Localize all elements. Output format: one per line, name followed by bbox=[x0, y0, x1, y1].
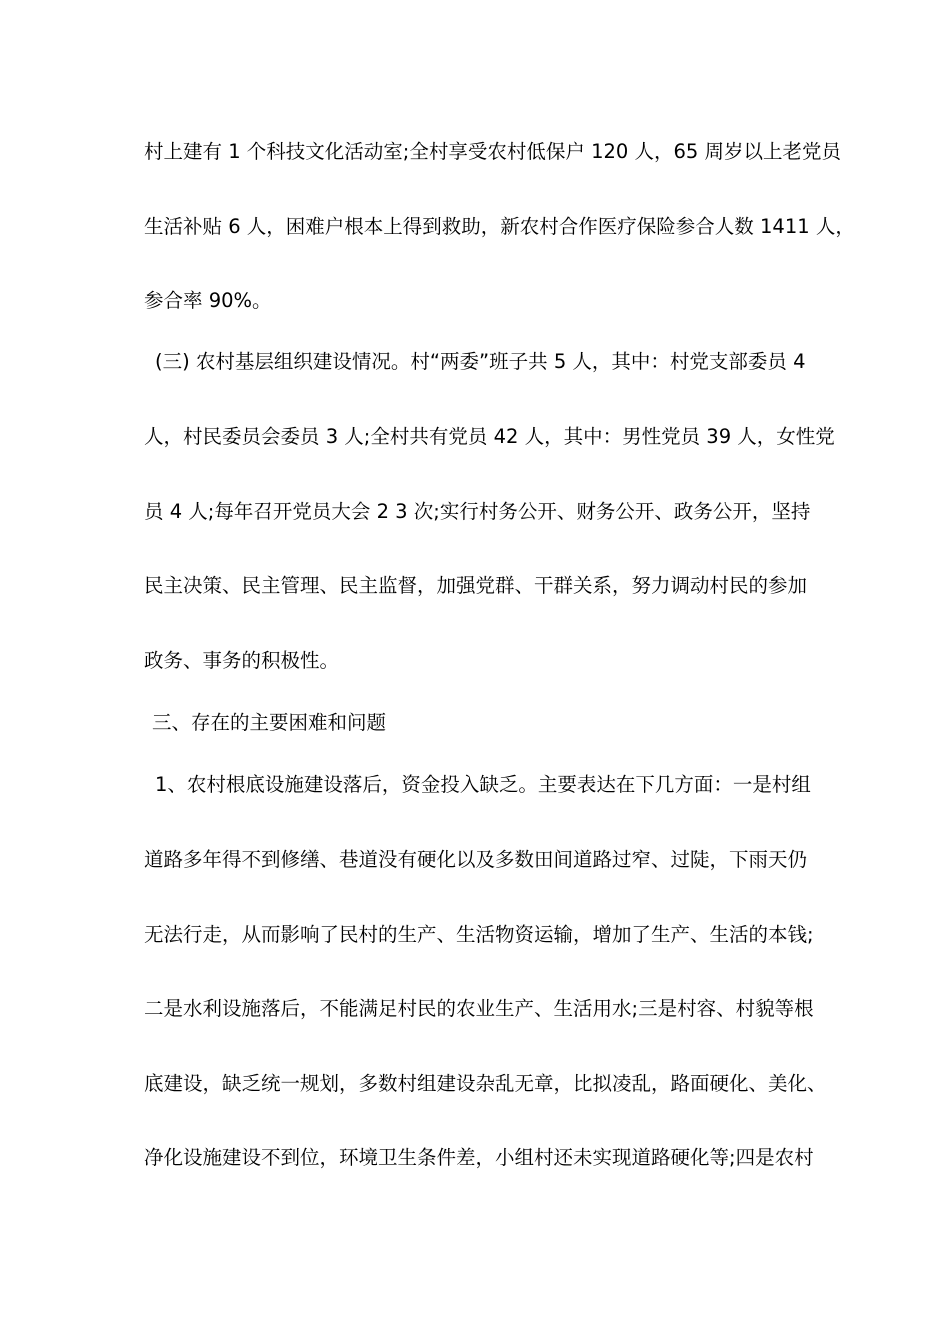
text-line: 净化设施建设不到位，环境卫生条件差，小组村还未实现道路硬化等;四是农村 bbox=[144, 1146, 814, 1169]
text-line: 人，村民委员会委员 3 人;全村共有党员 42 人，其中：男性党员 39 人，女性党 bbox=[144, 425, 835, 448]
numbered-paragraph-line: 1、农村根底设施建设落后，资金投入缺乏。主要表达在下几方面：一是村组 bbox=[155, 773, 811, 796]
text-line: 二是水利设施落后，不能满足村民的农业生产、生活用水;三是村容、村貌等根 bbox=[144, 997, 814, 1020]
text-line: 政务、事务的积极性。 bbox=[144, 649, 340, 672]
text-line: 道路多年得不到修缮、巷道没有硬化以及多数田间道路过窄、过陡，下雨天仍 bbox=[144, 848, 808, 871]
text-line: 民主决策、民主管理、民主监督，加强党群、干群关系，努力调动村民的参加 bbox=[144, 574, 808, 597]
section-heading: 三、存在的主要困难和问题 bbox=[152, 711, 387, 734]
text-line: 参合率 90%。 bbox=[144, 289, 272, 312]
text-line: 村上建有 1 个科技文化活动室;全村享受农村低保户 120 人，65 周岁以上老党员 bbox=[144, 140, 842, 163]
section-heading-line: (三) 农村基层组织建设情况。村“两委”班子共 5 人，其中：村党支部委员 4 bbox=[155, 350, 806, 373]
text-line: 员 4 人;每年召开党员大会 2 3 次;实行村务公开、财务公开、政务公开，坚持 bbox=[144, 500, 811, 523]
text-line: 无法行走，从而影响了民村的生产、生活物资运输，增加了生产、生活的本钱; bbox=[144, 923, 814, 946]
text-line: 生活补贴 6 人，困难户根本上得到救助，新农村合作医疗保险参合人数 1411 人， bbox=[144, 215, 855, 238]
text-line: 底建设，缺乏统一规划，多数村组建设杂乱无章，比拟凌乱，路面硬化、美化、 bbox=[144, 1072, 827, 1095]
